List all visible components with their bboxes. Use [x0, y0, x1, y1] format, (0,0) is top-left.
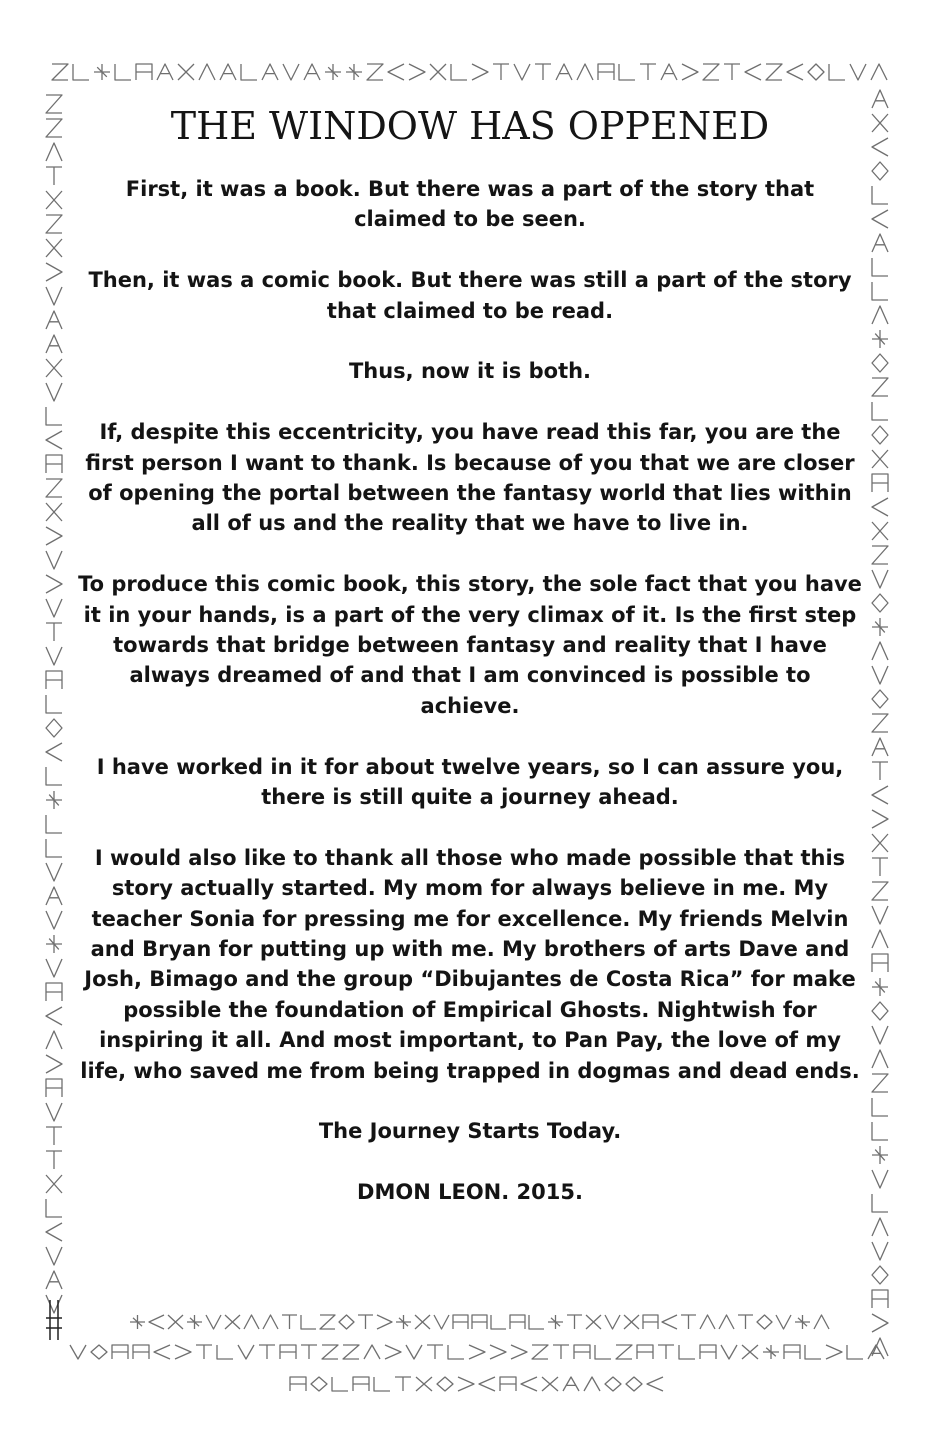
rune-glyph — [679, 1345, 695, 1359]
rune-glyph — [719, 1315, 734, 1329]
rune-glyph — [872, 906, 888, 924]
rune-glyph — [46, 359, 62, 377]
rune-glyph — [448, 1345, 464, 1359]
rune-glyph — [521, 1377, 537, 1391]
rune-glyph — [872, 714, 888, 732]
rune-glyph — [377, 1315, 392, 1329]
rune-glyph — [757, 1315, 772, 1329]
rune-glyph — [500, 1377, 516, 1391]
rune-glyph — [175, 1345, 191, 1359]
rune-glyph — [647, 1377, 663, 1391]
rune-glyph — [263, 1315, 278, 1329]
rune-glyph — [46, 719, 62, 737]
rune-glyph — [872, 378, 888, 396]
rune-glyph — [427, 1345, 443, 1359]
rune-glyph — [46, 503, 62, 521]
rune-glyph — [872, 258, 888, 276]
rune-glyph — [763, 1345, 779, 1359]
rune-glyph — [808, 64, 824, 80]
rune-glyph — [396, 1315, 411, 1329]
rune-glyph — [46, 383, 62, 401]
rune-glyph — [46, 479, 62, 497]
paragraph-thanks-reader: If, despite this eccentricity, you have read this far, you are the first person I want to thank. Is because of you that we are closer of opening the portal between the fantasy world that lies within all of us and the reality that we have to live in. — [85, 420, 855, 536]
rune-glyph — [262, 64, 278, 80]
rune-glyph — [301, 1345, 317, 1359]
rune-glyph — [46, 623, 62, 641]
rune-glyph — [563, 1377, 579, 1391]
rune-glyph — [311, 1377, 327, 1391]
rune-glyph — [46, 1079, 62, 1097]
rune-glyph — [776, 1315, 791, 1329]
rune-glyph — [46, 959, 62, 977]
rune-glyph — [304, 64, 320, 80]
rune-glyph — [46, 311, 62, 329]
paragraph-intro-book: First, it was a book. But there was a part of the story that claimed to be seen. — [125, 177, 815, 232]
rune-glyph — [872, 546, 888, 564]
rune-glyph — [637, 1345, 653, 1359]
rune-glyph — [290, 1377, 306, 1391]
rune-glyph — [217, 1345, 233, 1359]
rune-glyph — [595, 1345, 611, 1359]
rune-glyph — [46, 527, 62, 545]
rune-glyph — [721, 1345, 737, 1359]
rune-glyph — [872, 642, 888, 660]
rune-glyph — [46, 1007, 62, 1025]
rune-glyph — [661, 64, 677, 80]
hash-mark-icon — [46, 1300, 62, 1340]
rune-glyph — [322, 1345, 338, 1359]
rune-glyph — [872, 858, 888, 876]
rune-glyph — [872, 570, 888, 588]
rune-glyph — [320, 1315, 335, 1329]
rune-glyph — [742, 1345, 758, 1359]
rune-glyph — [658, 1345, 674, 1359]
rune-glyph — [187, 1315, 202, 1329]
rune-glyph — [872, 1122, 888, 1140]
rune-glyph — [872, 1002, 888, 1020]
letter-body — [78, 174, 862, 1238]
rune-glyph — [586, 1315, 601, 1329]
rune-glyph — [826, 1345, 842, 1359]
rune-glyph — [259, 1345, 275, 1359]
rune-glyph — [178, 64, 194, 80]
rune-glyph — [367, 64, 383, 80]
rune-glyph — [872, 450, 888, 468]
rune-glyph — [553, 1345, 569, 1359]
paragraph-journey: I have worked in it for about twelve years, so I can assure you, there is still quite a journey ahead. — [96, 754, 844, 810]
rune-glyph — [872, 738, 888, 756]
rune-glyph — [872, 882, 888, 900]
rune-glyph — [724, 64, 740, 80]
rune-glyph — [343, 1345, 359, 1359]
rune-glyph — [406, 1345, 422, 1359]
rune-glyph — [437, 1377, 453, 1391]
rune-glyph — [374, 1377, 390, 1391]
rune-glyph — [46, 455, 62, 473]
rune-glyph — [542, 1377, 558, 1391]
rune-border-top — [52, 64, 887, 80]
rune-glyph — [872, 1290, 888, 1308]
rune-glyph — [872, 474, 888, 492]
rune-glyph — [643, 1315, 658, 1329]
rune-glyph — [787, 64, 803, 80]
rune-glyph — [46, 575, 62, 593]
rune-glyph — [385, 1345, 401, 1359]
rune-glyph — [46, 239, 62, 257]
rune-glyph — [745, 64, 761, 80]
rune-glyph — [469, 1345, 485, 1359]
rune-glyph — [872, 1242, 888, 1260]
rune-glyph — [529, 1315, 544, 1329]
rune-glyph — [479, 1377, 495, 1391]
rune-glyph — [872, 786, 888, 804]
rune-glyph — [409, 64, 425, 80]
rune-border-left — [46, 95, 62, 1340]
rune-glyph — [46, 1271, 62, 1289]
rune-glyph — [46, 887, 62, 905]
rune-glyph — [238, 1345, 254, 1359]
rune-glyph — [133, 1345, 149, 1359]
rune-glyph — [872, 666, 888, 684]
rune-glyph — [814, 1315, 829, 1329]
rune-glyph — [472, 1315, 487, 1329]
rune-glyph — [703, 64, 719, 80]
rune-glyph — [872, 282, 888, 300]
rune-glyph — [700, 1315, 715, 1329]
rune-glyph — [46, 791, 62, 809]
rune-glyph — [766, 64, 782, 80]
rune-glyph — [805, 1345, 821, 1359]
rune-glyph — [872, 1218, 888, 1236]
rune-glyph — [241, 64, 257, 80]
paragraph-production: To produce this comic book, this story, the sole fact that you have it in your hands, is a part of the very climax of it. Is the first step towards that bridge between fantasy and reality that I have always dreamed of and that I am convinced is possible to achieve. — [78, 572, 862, 718]
rune-glyph — [244, 1315, 259, 1329]
rune-glyph — [681, 1315, 696, 1329]
rune-glyph — [872, 930, 888, 948]
rune-glyph — [872, 1146, 888, 1164]
rune-glyph — [46, 935, 62, 953]
rune-glyph — [280, 1345, 296, 1359]
rune-glyph — [626, 1377, 642, 1391]
rune-glyph — [46, 911, 62, 929]
rune-glyph — [511, 1345, 527, 1359]
rune-glyph — [46, 551, 62, 569]
rune-glyph — [872, 618, 888, 636]
rune-glyph — [46, 815, 62, 833]
rune-glyph — [46, 1103, 62, 1121]
rune-glyph — [91, 1345, 107, 1359]
rune-glyph — [872, 1026, 888, 1044]
rune-glyph — [353, 1377, 369, 1391]
rune-glyph — [548, 1315, 563, 1329]
rune-glyph — [872, 210, 888, 228]
rune-glyph — [130, 1315, 145, 1329]
rune-glyph — [605, 1377, 621, 1391]
rune-glyph — [70, 1345, 86, 1359]
rune-glyph — [872, 1098, 888, 1116]
rune-glyph — [46, 1031, 62, 1049]
rune-glyph — [451, 64, 467, 80]
rune-glyph — [415, 1315, 430, 1329]
rune-glyph — [46, 671, 62, 689]
rune-glyph — [46, 767, 62, 785]
rune-glyph — [154, 1345, 170, 1359]
rune-glyph — [434, 1315, 449, 1329]
rune-glyph — [738, 1315, 753, 1329]
rune-glyph — [872, 162, 888, 180]
rune-glyph — [46, 1247, 62, 1265]
rune-glyph — [46, 287, 62, 305]
rune-glyph — [46, 191, 62, 209]
rune-glyph — [325, 64, 341, 80]
rune-glyph — [872, 1170, 888, 1188]
rune-glyph — [196, 1345, 212, 1359]
paragraph-comic-book: Then, it was a comic book. But there was still a part of the story that claimed to be read. — [88, 268, 852, 323]
rune-glyph — [430, 64, 446, 80]
rune-glyph — [112, 1345, 128, 1359]
rune-glyph — [395, 1377, 411, 1391]
rune-glyph — [283, 64, 299, 80]
rune-glyph — [346, 64, 362, 80]
rune-glyph — [46, 983, 62, 1001]
rune-glyph — [225, 1315, 240, 1329]
rune-glyph — [46, 1151, 62, 1169]
rune-glyph — [46, 1127, 62, 1145]
rune-glyph — [46, 335, 62, 353]
rune-glyph — [364, 1345, 380, 1359]
rune-glyph — [46, 599, 62, 617]
rune-glyph — [556, 64, 572, 80]
rune-glyph — [872, 234, 888, 252]
rune-glyph — [157, 64, 173, 80]
rune-glyph — [52, 64, 68, 80]
rune-glyph — [472, 64, 488, 80]
rune-glyph — [872, 354, 888, 372]
rune-glyph — [532, 1345, 548, 1359]
rune-glyph — [872, 834, 888, 852]
rune-glyph — [850, 64, 866, 80]
rune-glyph — [46, 431, 62, 449]
rune-glyph — [358, 1315, 373, 1329]
rune-glyph — [872, 402, 888, 420]
rune-glyph — [388, 64, 404, 80]
rune-glyph — [682, 64, 698, 80]
rune-glyph — [46, 1055, 62, 1073]
rune-glyph — [847, 1345, 863, 1359]
rune-glyph — [46, 1175, 62, 1193]
rune-glyph — [872, 522, 888, 540]
rune-glyph — [872, 954, 888, 972]
rune-glyph — [332, 1377, 348, 1391]
rune-glyph — [619, 64, 635, 80]
rune-glyph — [872, 1050, 888, 1068]
rune-glyph — [584, 1377, 600, 1391]
rune-glyph — [510, 1315, 525, 1329]
rune-glyph — [640, 64, 656, 80]
rune-glyph — [514, 64, 530, 80]
rune-glyph — [46, 743, 62, 761]
rune-glyph — [199, 64, 215, 80]
rune-glyph — [453, 1315, 468, 1329]
rune-glyph — [46, 215, 62, 233]
rune-glyph — [700, 1345, 716, 1359]
rune-glyph — [829, 64, 845, 80]
page-title: THE WINDOW HAS OPPENED — [170, 104, 770, 148]
rune-glyph — [872, 978, 888, 996]
rune-glyph — [493, 64, 509, 80]
rune-glyph — [416, 1377, 432, 1391]
rune-glyph — [339, 1315, 354, 1329]
rune-glyph — [301, 1315, 316, 1329]
rune-glyph — [872, 306, 888, 324]
rune-glyph — [458, 1377, 474, 1391]
rune-glyph — [662, 1315, 677, 1329]
rune-glyph — [872, 1314, 888, 1332]
rune-glyph — [872, 1074, 888, 1092]
rune-glyph — [872, 186, 888, 204]
rune-glyph — [872, 1194, 888, 1212]
rune-glyph — [605, 1315, 620, 1329]
rune-glyph — [624, 1315, 639, 1329]
rune-glyph — [574, 1345, 590, 1359]
rune-glyph — [46, 863, 62, 881]
rune-glyph — [784, 1345, 800, 1359]
rune-glyph — [577, 64, 593, 80]
paragraph-both: Thus, now it is both. — [348, 359, 592, 384]
rune-glyph — [136, 64, 152, 80]
rune-glyph — [46, 1295, 62, 1313]
rune-glyph — [168, 1315, 183, 1329]
rune-glyph — [872, 762, 888, 780]
rune-glyph — [871, 64, 887, 80]
rune-glyph — [115, 64, 131, 80]
rune-glyph — [46, 407, 62, 425]
rune-glyph — [220, 64, 236, 80]
rune-glyph — [872, 690, 888, 708]
rune-glyph — [872, 498, 888, 516]
rune-glyph — [46, 839, 62, 857]
rune-glyph — [872, 810, 888, 828]
rune-border-right — [872, 90, 888, 1356]
rune-glyph — [149, 1315, 164, 1329]
rune-border-bottom — [70, 1315, 884, 1391]
rune-glyph — [46, 1199, 62, 1217]
rune-glyph — [598, 64, 614, 80]
rune-glyph — [872, 330, 888, 348]
paragraph-acknowledgements: I would also like to thank all those who made possible that this story actually started. My mom for always believe in me. My teacher Sonia for pressing me for excellence. My friends Melvin and Bryan for putting up with me. My brothers of arts Dave and Josh, Bimago and the group “Dibujantes de Costa Rica” for make possible the foundation of Empirical Ghosts. Nightwish for inspiring it all. And most important, to Pan Pay, the love of my life, who saved me from being trapped in dogmas and dead ends. — [80, 845, 860, 1083]
rune-glyph — [872, 594, 888, 612]
rune-glyph — [46, 695, 62, 713]
rune-glyph — [616, 1345, 632, 1359]
rune-glyph — [872, 1266, 888, 1284]
rune-glyph — [206, 1315, 221, 1329]
rune-glyph — [567, 1315, 582, 1329]
rune-glyph — [46, 263, 62, 281]
rune-glyph — [535, 64, 551, 80]
rune-glyph — [872, 426, 888, 444]
paragraph-signature: DMON LEON. 2015. — [357, 1180, 583, 1205]
paragraph-closing-line: The Journey Starts Today. — [318, 1119, 622, 1144]
rune-glyph — [73, 64, 89, 80]
rune-glyph — [490, 1345, 506, 1359]
rune-glyph — [46, 1223, 62, 1241]
rune-glyph — [491, 1315, 506, 1329]
rune-glyph — [282, 1315, 297, 1329]
rune-glyph — [795, 1315, 810, 1329]
rune-glyph — [46, 647, 62, 665]
rune-glyph — [94, 64, 110, 80]
rune-glyph — [46, 167, 62, 185]
